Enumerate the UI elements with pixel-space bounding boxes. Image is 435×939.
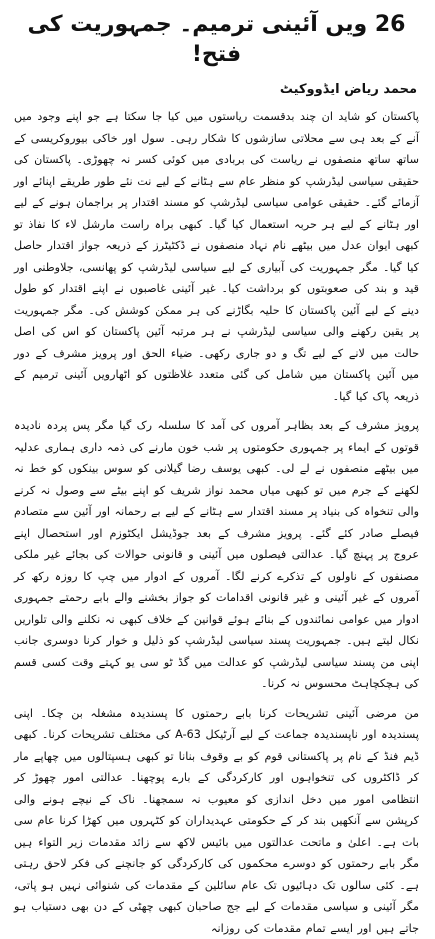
- article-paragraph-3: من مرضی آئینی تشریحات کرنا بابے رحمتوں کا پسندیدہ مشغلہ بن چکا۔ اپنی پسندیدہ اور ناپسندیدہ جماعت کے لیے آرٹیکل A-63 کی مختلف تشریحات کرنا۔ کبھی ڈیم فنڈ کے نام پر پاکستانی قوم کو بے وقوف بنانا تو کبھی ہسپتالوں میں چھاپے مار کر ڈاکٹروں کی تنخواہوں اور کارکردگی کے بارے پوچھنا۔ عدالتی امور چھوڑ کر انتظامی امور میں دخل اندازی کو معیوب نہ سمجھنا۔ ناک کے نیچے ہونے والی کرپشن سے آنکھیں بند کر کے حکومتی عہدیداران کو کٹہروں میں کھڑا کرنا عام سی بات ہے۔ اعلیٰ و ماتحت عدالتوں میں بائیس لاکھ سے زائد مقدمات زیر التواء ہیں مگر بابے رحمتوں کو دوسرے محکموں کی کارکردگی کو جانچنے کی فکر لاحق رہتی ہے۔ کئی سالوں تک دہائیوں تک عام سائلین کے مقدمات کی شنوائی نہیں ہو پاتی، مگر آئینی و سیاسی مقدمات کے لیے جج صاحبان کبھی چھٹی کے دن بھی دستیاب ہو جاتے ہیں اور ایسے تمام مقدمات کی روزانہ: [14, 703, 419, 939]
- article-paragraph-2: پرویز مشرف کے بعد بظاہر آمروں کی آمد کا سلسلہ رک گیا مگر پس پردہ نادیدہ قوتوں کے ایماء پر جمہوری حکومتوں پر شب خون مارنے کی ذمہ داری ہماری عدلیہ میں بیٹھے منصفوں نے لے لی۔ کبھی یوسف رضا گیلانی کو سوس بینکوں کو خط نہ لکھنے کے جرم میں تو کبھی میاں محمد نواز شریف کو اپنے بیٹے سے وصول نہ کرنے والی تنخواہ کی بنیاد پر مسند اقتدار سے ہٹانے کے لیے بے رحمانہ اور آئین سے متصادم فیصلے صادر کئے گئے۔ پرویز مشرف کے بعد جوڈیشل ایکٹوزم اور استحصال اپنے عروج پر پہنچ گیا۔ عدالتی فیصلوں میں آئینی و قانونی حوالات کی بجائے غیر ملکی مصنفوں کے ناولوں کے تذکرے کرنے لگا۔ آمروں کے ادوار میں چپ کا روزہ رکھ کر آمروں کے غیر آئینی و غیر قانونی اقدامات کو جواز بخشنے والے بابے رحمتے جمہوری ادوار میں عوامی نمائندوں کے بنائے ہوئے قوانین کے خلاف کبھی نہ نکلنے والی تلواریں نکال لیتے ہیں۔ جمہوریت پسند سیاسی لیڈرشپ کو ذلیل و خوار کرنا دوسری جانب اپنی من پسند سیاسی لیڈرشپ کو عدالت میں گڈ ٹو سی یو کہتے وقت کسی قسم کی ہچکچاہٹ محسوس نہ کرنا۔: [14, 415, 419, 695]
- author-byline: محمد ریاض ایڈووکیٹ: [14, 80, 419, 100]
- article-title: 26 ویں آئینی ترمیم۔ جمہوریت کی فتح!: [14, 10, 419, 70]
- article-paragraph-1: پاکستان کو شاید ان چند بدقسمت ریاستوں میں کیا جا سکتا ہے جو اپنے وجود میں آنے کے بعد ہی سے محلاتی سازشوں کا شکار رہی۔ سول اور خاکی بیوروکریسی کے ساتھ ساتھ منصفوں نے ریاست کی بربادی میں کوئی کسر نہ چھوڑی۔ پاکستان کی حقیقی سیاسی لیڈرشپ کو منظر عام سے ہٹانے کے لیے نت نئے طور طریقے اپنائے اور آزمائے گئے۔ حقیقی عوامی سیاسی لیڈرشپ کو مسند اقتدار پر براجمان ہونے کے لیے اور ہٹانے کے لیے ہر حربہ استعمال کیا گیا۔ کبھی براہ راست مارشل لاء کا نفاذ تو کبھی ایوان عدل میں بیٹھے نام نہاد منصفوں نے ڈکٹیٹرز کے ذریعہ جواز اقتدار حاصل کیا گیا۔ مگر جمہوریت کی آبیاری کے لیے سیاسی لیڈرشپ کو پھانسی، جلاوطنی اور قید و بند کی صعوبتوں کو برداشت کیا۔ غیر آئینی غاصبوں نے اپنے اقتدار کو طول دینے کے لیے آئین پاکستان کا حلیہ بگاڑنے کی ہر ممکن کوشش کی۔ مگر جمہوریت پر یقین رکھنے والی سیاسی لیڈرشپ نے ہر مرتبہ آئین پاکستان کو اس کی اصل حالت میں لانے کے لیے تگ و دو جاری رکھی۔ ضیاء الحق اور پرویز مشرف کے دور میں آئین پاکستان میں شامل کی گئی متعدد غلاظتوں کو اٹھارویں آئینی ترمیم کے ذریعہ پاک کیا گیا۔: [14, 106, 419, 407]
